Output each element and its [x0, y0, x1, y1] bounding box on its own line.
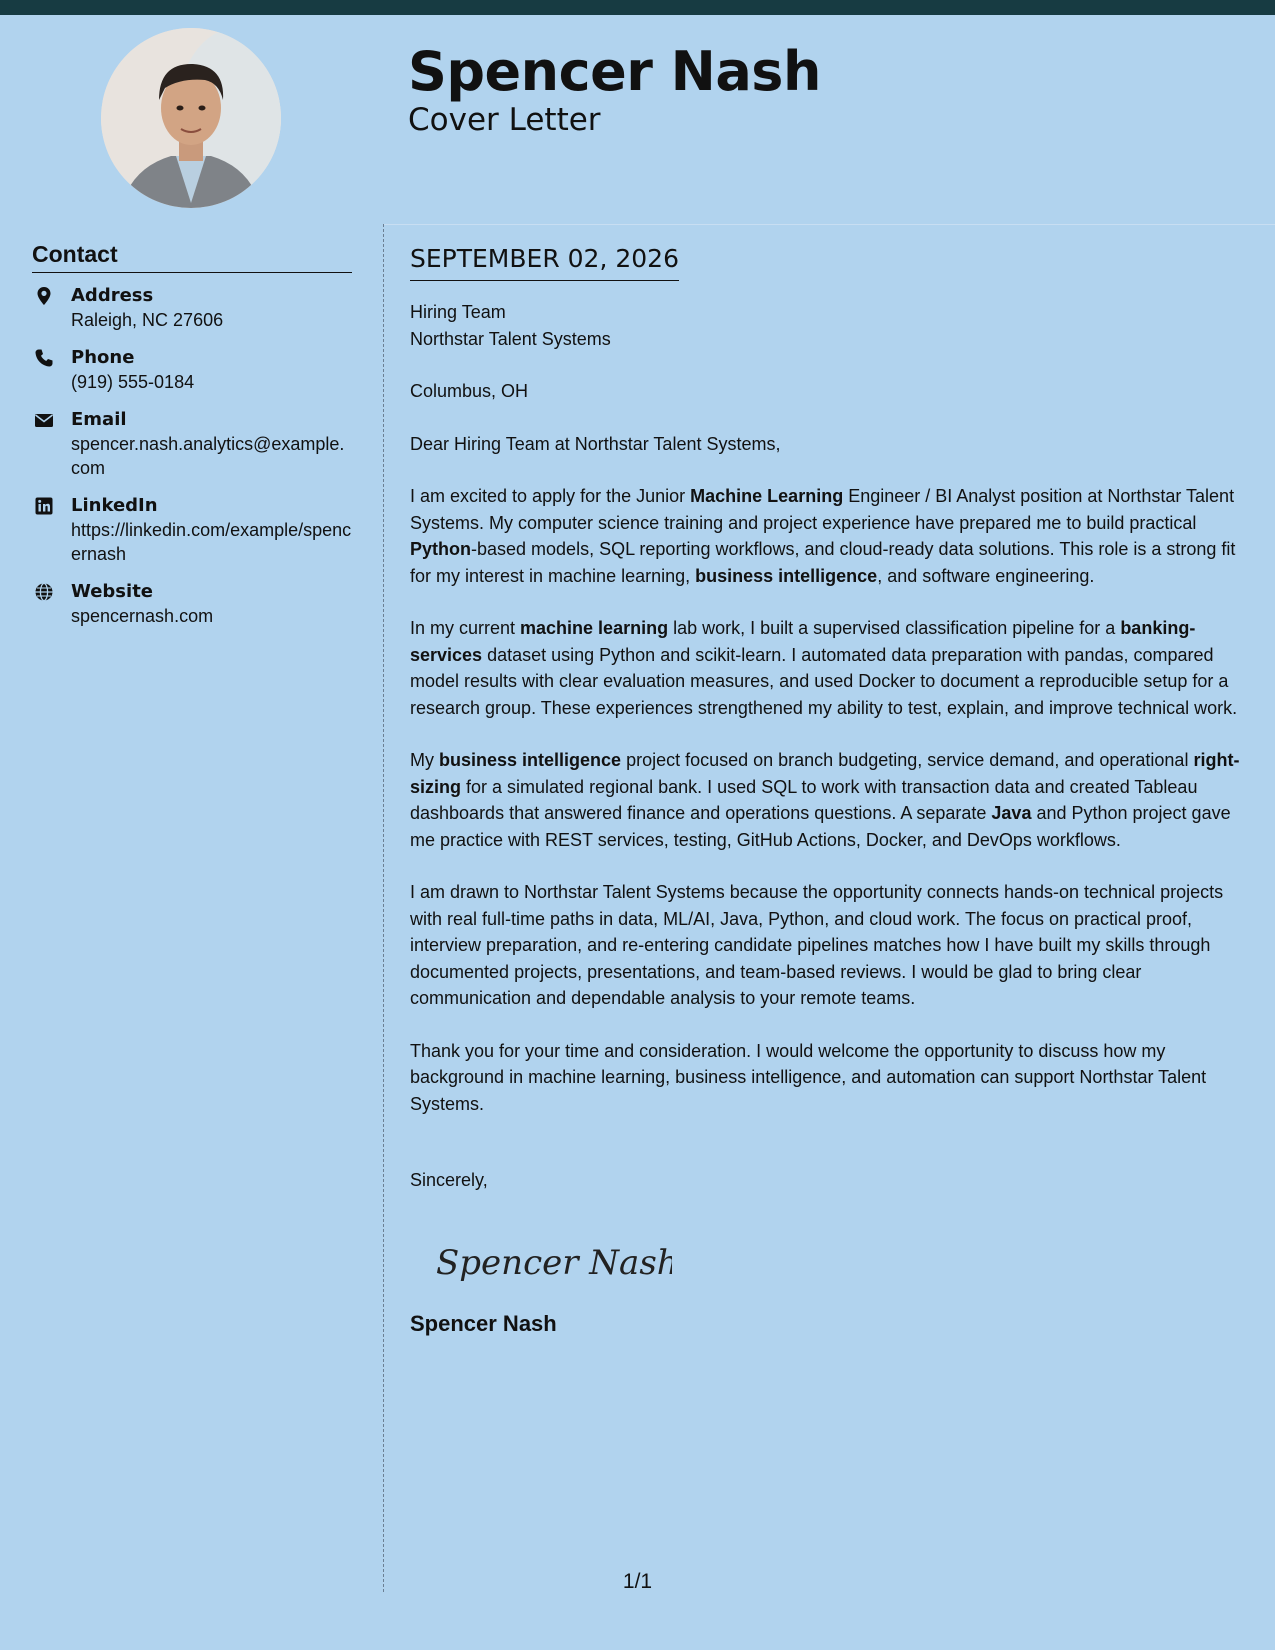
address-value: Raleigh, NC 27606	[71, 310, 224, 330]
phone-value: (919) 555-0184	[71, 372, 195, 392]
emphasis-text: right-sizing	[410, 750, 1240, 797]
recipient-block	[410, 299, 1255, 352]
contact-item-linkedin	[32, 494, 352, 566]
paragraph-text: My	[410, 750, 439, 770]
document-subtitle: Cover Letter	[408, 102, 601, 138]
paragraph	[410, 1038, 1255, 1118]
paragraph-text: , and software engineering.	[877, 565, 1095, 586]
column-divider	[383, 224, 384, 1592]
envelope-icon	[34, 410, 54, 430]
emphasis-text: machine learning	[520, 618, 669, 638]
paragraph	[410, 615, 1255, 721]
emphasis-text: Machine Learning	[690, 486, 844, 506]
paragraph	[410, 747, 1255, 853]
signer-name: Spencer Nash	[410, 1311, 557, 1336]
closing: Sincerely,	[410, 1170, 488, 1190]
paragraph-text: -based models, SQL reporting workflows, and cloud-ready data solutions. This role is a strong fit for my interest in machine learning,	[410, 539, 1236, 586]
contact-item-website	[32, 580, 352, 628]
paragraph-text: for a simulated regional bank. I used SQL to work with transaction data and created Tableau dashboards that answered finance and operations questions. A separate	[410, 776, 1198, 823]
recipient-line: Hiring Team	[410, 302, 506, 322]
globe-icon	[34, 582, 54, 602]
paragraph-text: and Python project gave me practice with REST services, testing, GitHub Actions, Docker, and DevOps workflows.	[410, 803, 1231, 850]
page-number: 1/1	[622, 1570, 653, 1593]
applicant-name-title: Spencer Nash	[408, 40, 821, 103]
email-value[interactable]: spencer.nash.analytics@example.com	[71, 434, 345, 478]
contact-label: Address	[71, 285, 154, 306]
paragraph-text: Thank you for your time and consideration. I would welcome the opportunity to discuss how my background in machine learning, business intelligence, and automation can support Northstar Talent Systems.	[410, 1040, 1207, 1114]
paragraph-text: Engineer / BI Analyst position at Northstar Talent Systems. My computer science training and project experience have prepared me to build practical	[410, 486, 1235, 533]
paragraph	[410, 879, 1255, 1012]
emphasis-text: business intelligence	[439, 750, 622, 770]
linkedin-icon	[34, 496, 54, 516]
contact-item-address	[32, 284, 352, 332]
paragraph-text: lab work, I built a supervised classification pipeline for a	[668, 618, 1121, 638]
website-value[interactable]: spencernash.com	[71, 606, 214, 626]
paragraph-text: project focused on branch budgeting, service demand, and operational	[621, 750, 1194, 770]
contact-label: LinkedIn	[71, 495, 158, 516]
contact-label: Website	[71, 581, 154, 602]
emphasis-text: Python	[410, 539, 471, 559]
emphasis-text: Java	[991, 803, 1032, 823]
salutation: Dear Hiring Team at Northstar Talent Systems,	[410, 433, 781, 454]
contact-item-phone	[32, 346, 352, 394]
signature-text: Spencer Nash	[436, 1242, 672, 1283]
linkedin-value[interactable]: https://linkedin.com/example/spencernash	[71, 520, 352, 564]
paragraph-text: I am drawn to Northstar Talent Systems because the opportunity connects hands-on technical projects with real full-time paths in data, ML/AI, Java, Python, and cloud work. The focus on practical proof, interview preparation, and re-entering candidate pipelines matches how I have built my skills through documented projects, presentations, and team-based reviews. I would be glad to bring clear communication and dependable analysis to your remote teams.	[410, 882, 1224, 1008]
paragraph-text: In my current	[410, 618, 521, 638]
paragraph	[410, 483, 1255, 589]
handwritten-signature	[432, 1230, 672, 1290]
contact-label[interactable]: Email	[71, 409, 127, 430]
paragraph-text: I am excited to apply for the Junior	[410, 486, 691, 506]
letter-body	[410, 244, 1255, 1365]
contact-heading: Contact	[32, 241, 352, 273]
contact-list	[32, 284, 352, 642]
contact-item-email	[32, 408, 352, 480]
location-pin-icon	[34, 286, 54, 306]
emphasis-text: business intelligence	[695, 565, 878, 586]
letter-date: SEPTEMBER 02, 2026	[410, 244, 679, 281]
paragraph-text: dataset using Python and scikit-learn. I automated data preparation with pandas, compared model results with clear evaluation measures, and used Docker to document a reproducible setup for a research group. These experiences strengthened my ability to test, explain, and improve technical work.	[410, 644, 1238, 718]
profile-photo	[101, 28, 281, 208]
top-bar	[0, 0, 1275, 15]
header-divider	[384, 224, 1275, 225]
contact-label: Phone	[71, 347, 135, 368]
recipient-line: Northstar Talent Systems	[410, 328, 611, 349]
phone-icon	[34, 348, 54, 368]
emphasis-text: banking-services	[410, 618, 1196, 665]
recipient-location: Columbus, OH	[410, 381, 529, 401]
